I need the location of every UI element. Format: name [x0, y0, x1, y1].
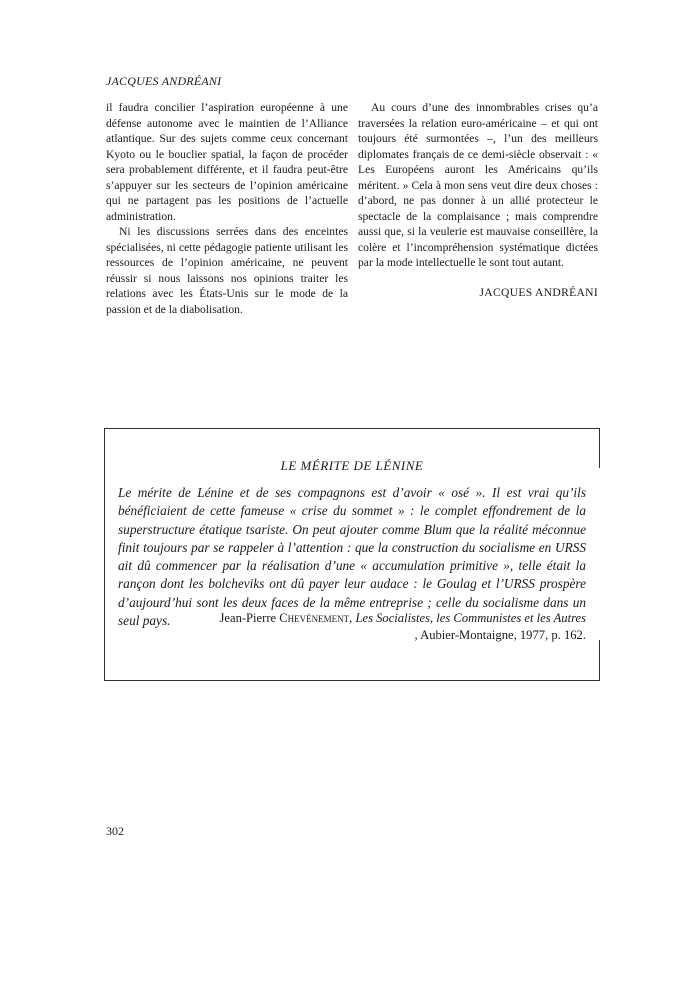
- citation-separator: ,: [349, 611, 356, 625]
- box-quote: Le mérite de Lénine et de ses compagnons est d’avoir « osé ». Il est vrai qu’ils bénéficiaient de cette fameuse « crise du sommet » : le complet effondrement de la superstructure étatique tsariste. On peut ajouter comme Blum que la réalité méconnue finit toujours par se rappeler à l’attention : que la construction du socialisme en URSS ait dû commencer par la réalisation d’une « accumulation primitive », telle était la rançon dont les bolcheviks ont dû payer leur audace : le Goulag et l’URSS prospère d’aujourd’hui sont les deux faces de la même entreprise ; celle du socialisme dans un seul pays.: [118, 485, 586, 629]
- left-column: [106, 100, 348, 317]
- running-head: JACQUES ANDRÉANI: [106, 74, 222, 88]
- box-citation: [118, 610, 586, 644]
- right-paragraph-1: Au cours d’une des innombrables crises qu’a traversées la relation euro-américaine – et qui ont toujours été surmontées –, l’un des meilleurs diplomates français de ce demi-siècle observait : « Les Européens auront les Américains qu’ils méritent. » Cela à mon sens veut dire deux choses : d’abord, ne pas donner à un allié protecteur le spectacle de la complaisance ; mais comprendre aussi que, si la veulerie est mauvaise conseillère, la colère et l’incompréhension systématique dictées par la mode intellectuelle le sont tout autant.: [358, 101, 598, 269]
- left-paragraph-1: il faudra concilier l’aspiration européenne à une défense autonome avec le maintien de l’Alliance atlantique. Sur des sujets comme ceux concernant Kyoto ou le bouclier spatial, la façon de procéder sera probablement différente, et il faudra peut-être s’appuyer sur les secteurs de l’opinion américaine qui ne partagent pas les positions de l’actuelle administration.: [106, 101, 348, 223]
- citation-author-last: Chevènement: [279, 611, 350, 625]
- box-border-top: [104, 428, 600, 429]
- box-border-bottom: [104, 680, 600, 681]
- box-title: LE MÉRITE DE LÉNINE: [280, 458, 424, 473]
- citation-work: Les Socialistes, les Communistes et les Autres: [355, 611, 586, 625]
- citation-author-first: Jean-Pierre: [219, 611, 280, 625]
- left-paragraph-2: Ni les discussions serrées dans des enceintes spécialisées, ni cette pédagogie patiente utilisant les ressources de l’opinion américaine, ne peuvent réussir si nous laissons nos opinions traiter les relations avec les États-Unis sur le mode de la passion et de la diabolisation.: [106, 225, 348, 316]
- box-border-right-bottom: [599, 640, 600, 680]
- page-number: 302: [106, 824, 124, 838]
- right-column: [358, 100, 598, 300]
- article-signature: JACQUES ANDRÉANI: [479, 285, 598, 299]
- citation-publisher: , Aubier-Montaigne, 1977, p. 162.: [414, 628, 586, 642]
